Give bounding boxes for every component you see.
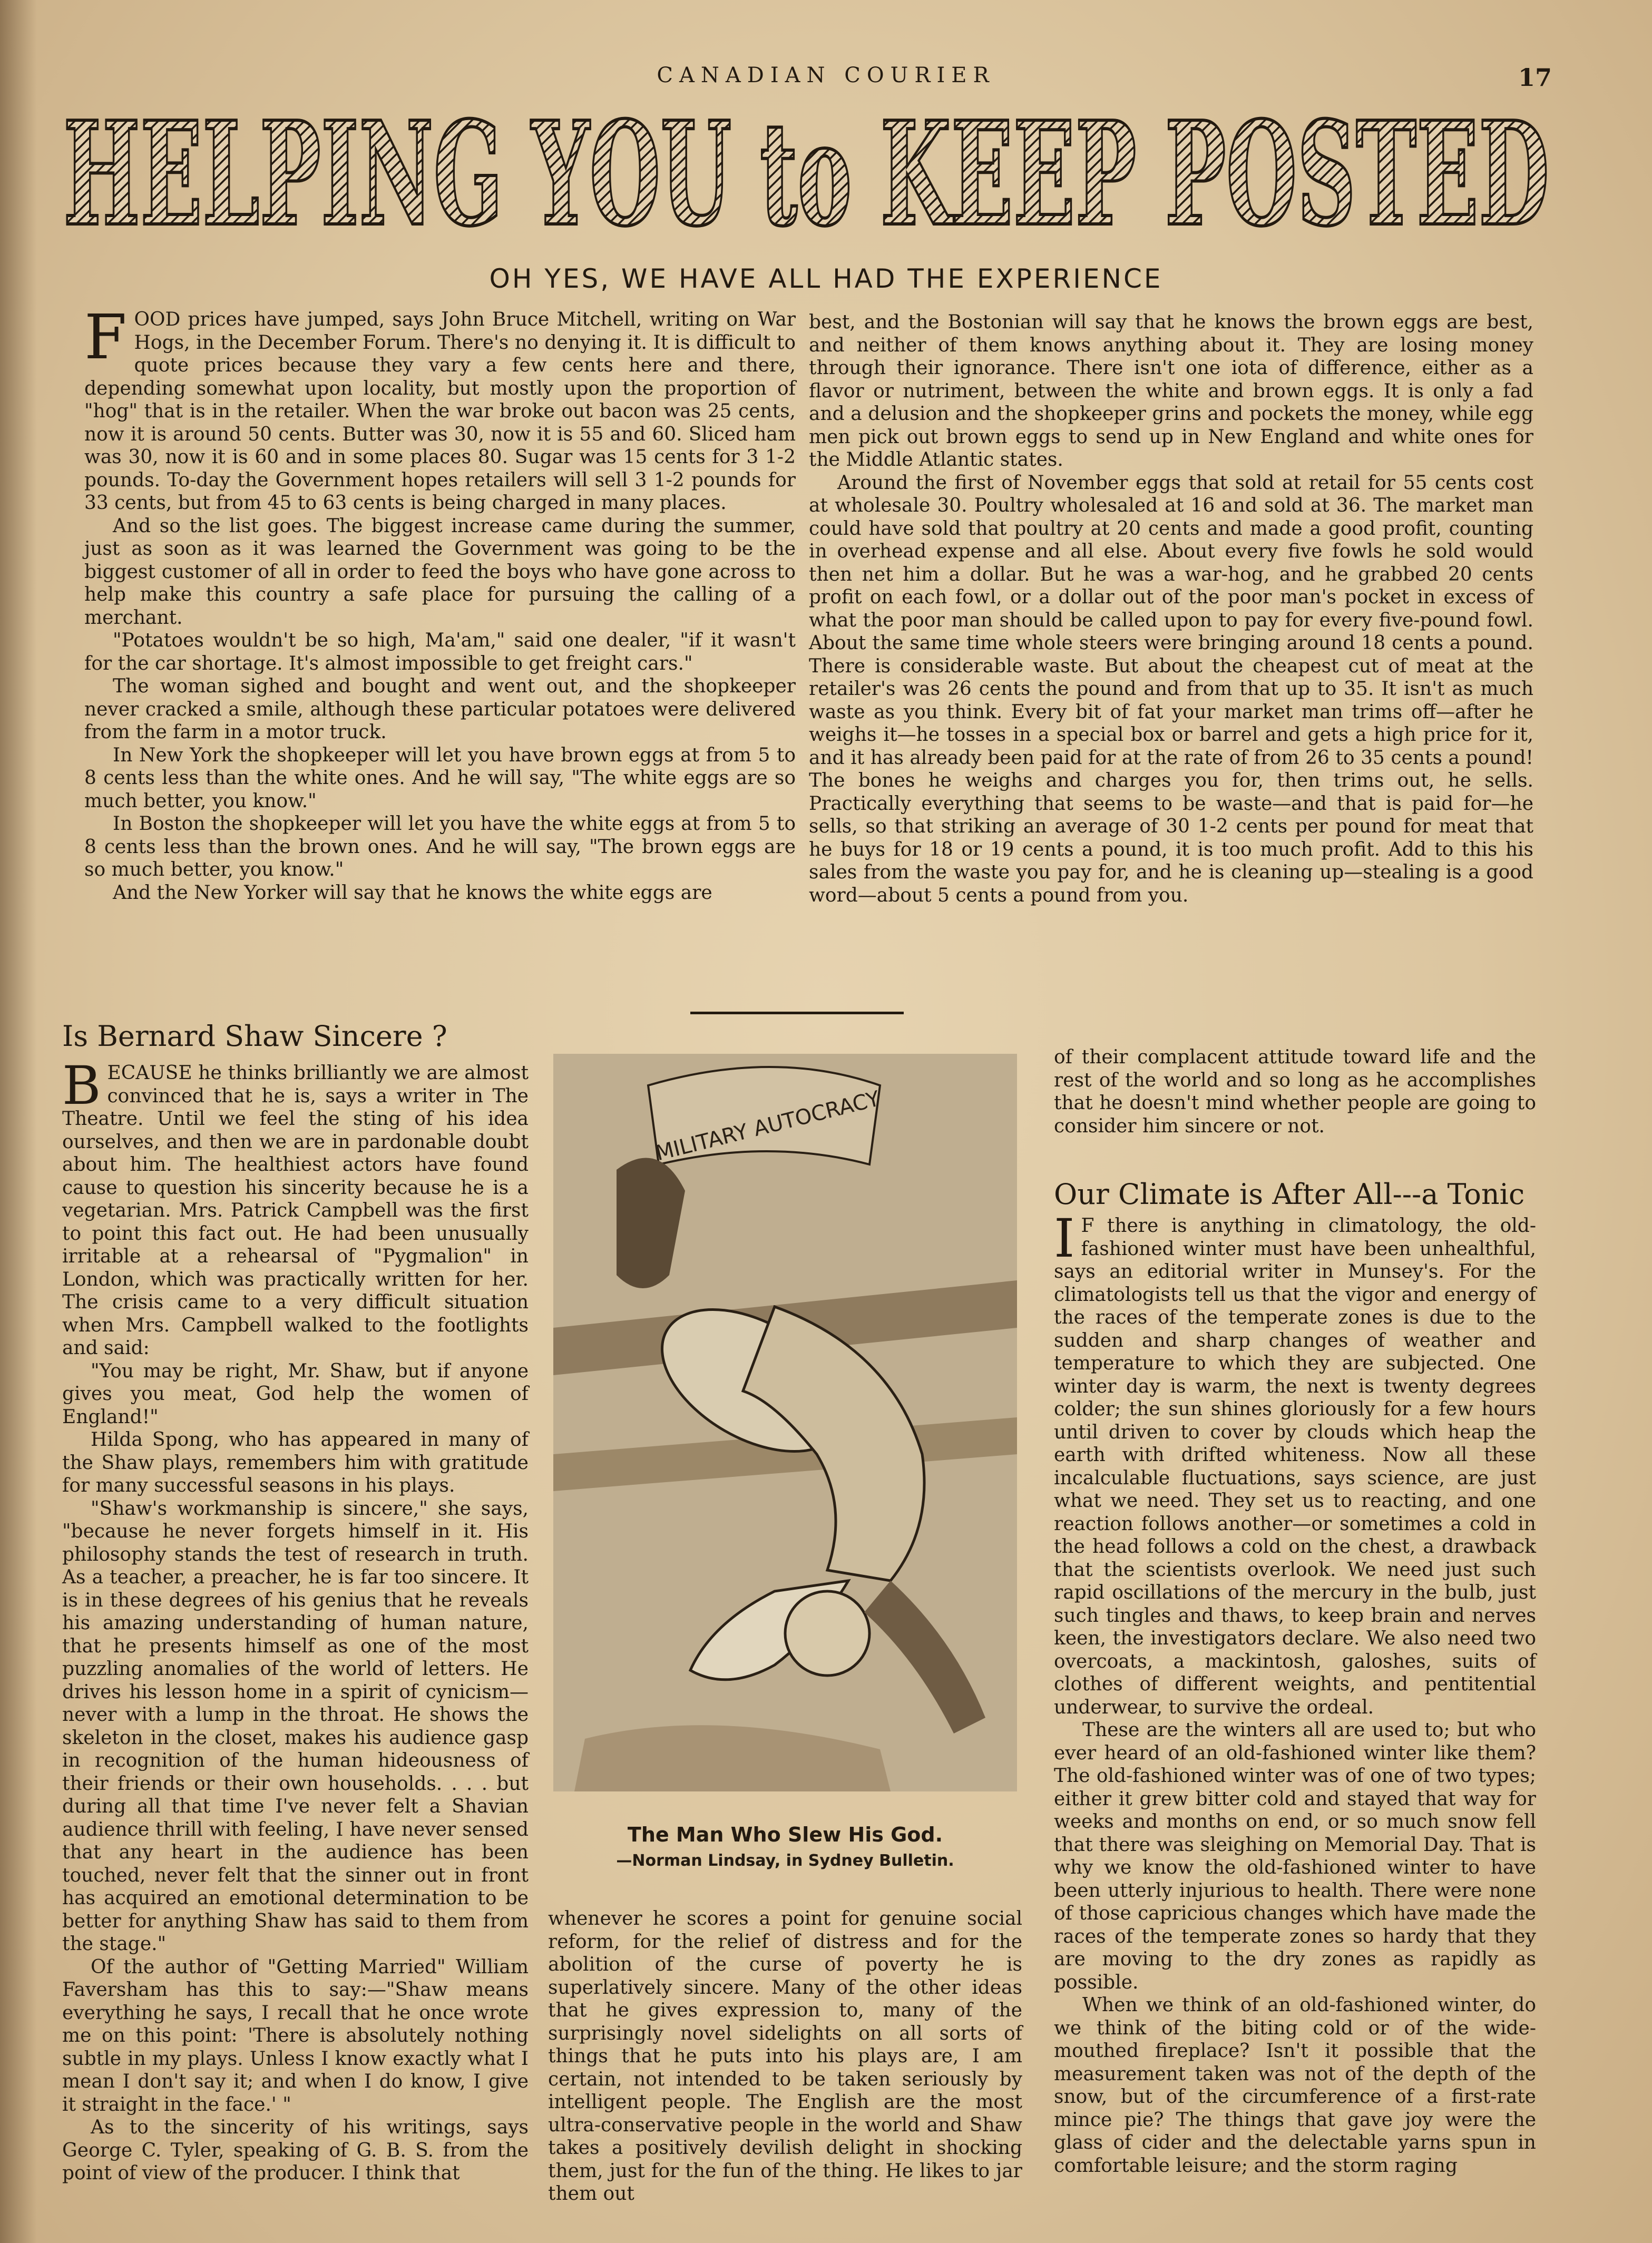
article1-paragraph: In New York the shopkeeper will let you have brown eggs at from 5 to 8 cents less than the white ones. And he will say, "The white eggs are so much better, you know." [84,744,796,812]
article1-paragraph: Around the first of November eggs that sold at retail for 55 cents cost at wholesale 30. Poultry wholesaled at 16 and sold at 36. The market man could have sold that poultry at 20 cents and made a good profit, counting in overhead expense and all else. About every five fowls he sold would then net him a dollar. But he was a war-hog, and he grabbed 20 cents profit on each fowl, or a dollar out of the poor man's pocket in excess of what the poor man should be called upon to pay for every five-pound fowl. About the same time whole steers were bringing around 18 cents a pound. There is considerable waste. But about the cheapest cut of meat at the retailer's was 26 cents the pound and from that up to 35. It isn't as much waste as you think. Every bit of fat your market man trims off—after he weighs it—he tosses in a special box or barrel and gets a high price for it, and it has already been paid for at the rate of from 26 to 35 cents a pound! The bones he weighs and charges you for, then trims out, he sells. Practically everything that seems to be waste—and that is paid for—he sells, so that striking an average of 30 1-2 cents per pound for meat that he buys for 18 or 19 cents a pound, it is too much profit. Add to this his sales from the waste you pay for, and he is cleaning up—stealing is a good word—about 5 cents a pound from you. [809,472,1533,906]
climate-article-title: Our Climate is After All---a Tonic [1054,1178,1525,1211]
climate-paragraph: When we think of an old-fashioned winter, do we think of the biting cold or of the wide-mouthed fireplace? Isn't it possible that the measurement taken was not of the depth of the snow, but of the circumference of a first-rate mince pie? The things that gave joy were the glass of cider and the delectable yarns spun in comfortable leisure; and the storm raging [1054,1994,1536,2177]
caption-title: The Man Who Slew His God. [627,1823,943,1846]
article1-paragraph: The woman sighed and bought and went out, and the shopkeeper never cracked a smile, although these particular potatoes were delivered from the farm in a motor truck. [84,675,796,743]
article1-paragraph: FOOD prices have jumped, says John Bruce Mitchell, writing on War Hogs, in the December Forum. There's no denying it. It is difficult to quote prices because they vary a few cents here and there, depending somewhat upon locality, but mostly upon the proportion of "hog" that is in the retailer. When the war broke out bacon was 25 cents, now it is around 50 cents. Butter was 30, now it is 55 and 60. Sliced ham was 30, now it is 60 and in some places 80. Sugar was 15 cents for 3 1-2 pounds. To-day the Government hopes retailers will sell 3 1-2 pounds for 33 cents, but from 45 to 63 cents is being charged in many places. [84,302,796,514]
shaw-paragraph: Of the author of "Getting Married" William Faversham has this to say:—"Shaw means everything he says, I recall that he once wrote me on this point: 'There is absolutely nothing subtle in my plays. Unless I know exactly what I mean I don't say it; and when I do know, I give it straight in the face.' " [62,1956,529,2115]
shaw-column-1 [62,1055,529,2195]
shaw-paragraph: "Shaw's workmanship is sincere," she says, "because he never forgets himself in it. His philosophy stands the test of research in truth. As a teacher, a preacher, he is far too sincere. It is in these degrees of his genius that he reveals his amazing understanding of human nature, that he presents himself as one of the most puzzling anomalies of the world of letters. He drives his lesson home in a spirit of cynicism—never with a lump in the throat. He shows the skeleton in the closet, makes his audience gasp in recognition of the human hideousness of their friends or their own households. . . . but during all that time I've never felt a Shavian audience thrill with feeling, I have never sensed that any heart in the audience has been touched, never felt that the sinner out in front has acquired an emotional determination to be better for anything Shaw has said to them from the stage." [62,1497,529,1955]
drop-cap: I [1054,1208,1075,1269]
shaw-article-title: Is Bernard Shaw Sincere ? [62,1020,447,1053]
article1-paragraph: "Potatoes wouldn't be so high, Ma'am," said one dealer, "if it wasn't for the car shortage. It's almost impossible to get freight cars." [84,630,796,674]
article1-paragraph: best, and the Bostonian will say that he knows the brown eggs are best, and neither of them knows anything about it. They are losing money through their ignorance. There isn't one iota of difference, either as a flavor or nutriment, between the white and brown eggs. It is only a fad and a delusion and the shopkeeper grins and pockets the money, while egg men pick out brown eggs to send up in New England and white ones for the Middle Atlantic states. [809,311,1533,471]
shaw-paragraph: "You may be right, Mr. Shaw, but if anyone gives you meat, God help the women of England!" [62,1360,529,1428]
article1-subheading: OH YES, WE HAVE ALL HAD THE EXPERIENCE [489,263,1163,294]
article1-paragraph: And the New Yorker will say that he knows the white eggs are [113,881,712,904]
masthead [58,90,1555,258]
illustration-caption [553,1823,1017,1870]
page-number: 17 [1518,63,1552,92]
shaw-paragraph: BECAUSE he thinks brilliantly we are almost convinced that he is, says a writer in The Theatre. Until we feel the sting of his idea ourselves, and then we are in pardonable doubt about him. The healthiest actors have found cause to question his sincerity because he is a vegetarian. Mrs. Patrick Campbell was the first to point this fact out. He had been unusually irritable at a rehearsal of "Pygmalion" in London, which was practically written for her. The crisis came to a very difficult situation when Mrs. Campbell walked to the footlights and said: [62,1055,529,1359]
drop-cap: B [62,1055,101,1116]
shaw-paragraph: As to the sincerity of his writings, says George C. Tyler, speaking of G. B. S. from the point of view of the producer. I think that [62,2117,529,2184]
drop-cap: F [84,302,127,373]
article1-column-2 [809,311,1533,1006]
shaw-column-3 [1054,1046,1536,1159]
illustration-banner-text: MILITARY AUTOCRACY [653,1086,883,1166]
section-divider [690,1012,904,1014]
cartoon-illustration [553,1054,1017,1791]
running-head: CANADIAN COURIER [657,63,995,87]
masthead-text: HELPING YOU to KEEP POSTED [63,90,1550,258]
caption-credit: —Norman Lindsay, in Sydney Bulletin. [616,1852,954,1870]
article1-column-1 [84,302,796,998]
climate-paragraph: I F there is anything in climatology, the old-fashioned winter must have been unhealthful, says an editorial writer in Munsey's. For the climatologists tell us that the vigor and energy of the races of the temperate zones is due to the sudden and sharp changes of weather and temperature to which they are subjected. One winter day is warm, the next is twenty degrees colder; the sun shines gloriously for a few hours until driven to cover by clouds which heap the earth with drifted whiteness. Now all these incalculable fluctuations, says science, are just what we need. They set us to reacting, and one reaction follows another—or sometimes a cold in the head follows a cold on the chest, a drawback that the scientists overlook. We need just such rapid oscillations of the mercury in the bulb, just such tingles and thaws, to keep brain and nerves keen, the investigators declare. We also need two overcoats, a mackintosh, galoshes, suits of clothes of different weights, and pentitential underwear, to survive the ordeal. [1054,1208,1536,1718]
climate-paragraph: These are the winters all are used to; but who ever heard of an old-fashioned winter like them? The old-fashioned winter was of one of two types; either it grew bitter cold and stayed that way for weeks and months on end, or so much snow fell that there was sleighing on Memorial Day. That is why we know the old-fashioned winter to have been utterly injurious to health. There were none of those capricious changes which have made the races of the temperate zones so hardy that they are moving to the dry zones as rapidly as possible. [1054,1719,1536,1993]
shaw-column-2 [548,1907,1022,2205]
article1-paragraph: In Boston the shopkeeper will let you have the white eggs at from 5 to 8 cents less than the brown ones. And he will say, "The brown eggs are so much better, you know." [84,813,796,880]
article1-paragraph: And so the list goes. The biggest increase came during the summer, just as soon as it was learned the Government was going to be the biggest customer of all in order to feed the boys who have gone across to help make this country a safe place for pursuing the calling of a merchant. [84,515,796,629]
shaw-paragraph: Hilda Spong, who has appeared in many of the Shaw plays, remembers him with gratitude for many successful seasons in his plays. [62,1429,529,1496]
climate-column [1054,1208,1536,2195]
binding-shadow [0,0,37,2243]
shaw-paragraph: whenever he scores a point for genuine social reform, for the relief of distress and for the abolition of the curse of poverty he is superlatively sincere. Many of the other ideas that he gives expression to, many of the surprisingly novel sidelights on all sorts of things that he puts into his plays are, I am certain, not intended to be taken seriously by intelligent people. The English are the most ultra-conservative people in the world and Shaw takes a positively devilish delight in shocking them, just for the fun of the thing. He likes to jar them out [548,1908,1022,2205]
shaw-paragraph: of their complacent attitude toward life and the rest of the world and so long as he accomplishes that he doesn't mind whether people are going to consider him sincere or not. [1054,1046,1536,1137]
